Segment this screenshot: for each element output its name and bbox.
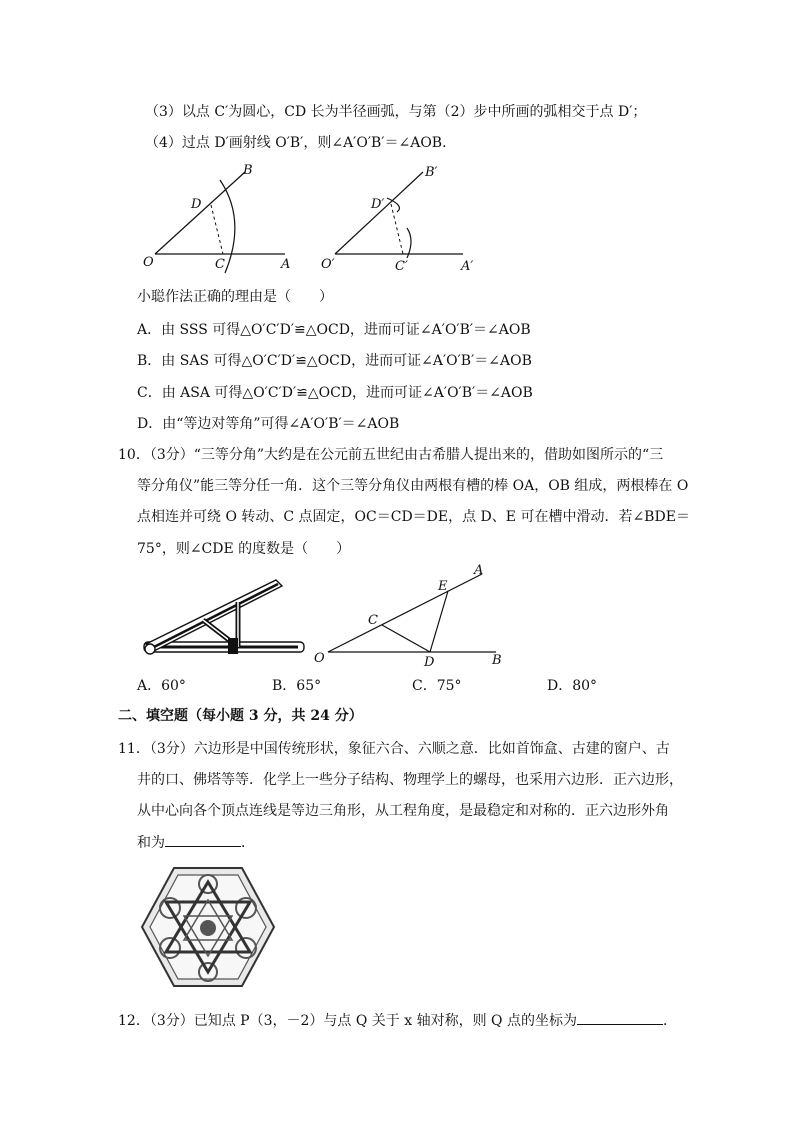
q11-answer-blank[interactable] — [165, 832, 241, 847]
q11-line4-prefix: 和为 — [137, 835, 165, 851]
q11-line2: 井的口、佛塔等等．化学上一些分子结构、物理学上的螺母，也采用六边形．正六边形， — [137, 772, 683, 788]
q11-line4-suffix: ． — [241, 835, 255, 851]
q11-line3: 从中心向各个顶点连线是等边三角形，从工程角度，是最稳定和对称的．正六边形外角 — [137, 803, 669, 819]
section-title-fill-in: 二、填空题（每小题 3 分，共 24 分） — [118, 708, 363, 724]
fig2-label-b-prime: B′ — [425, 165, 438, 180]
q10-trisector-device-image — [138, 572, 308, 664]
q10-line1: 10．（3分）“三等分角”大约是在公元前五世纪由古希腊人提出来的，借助如图所示的“三 — [118, 447, 664, 463]
fig2-label-a-prime: A′ — [461, 259, 474, 274]
fig3-label-a: A — [474, 563, 484, 578]
fig3-label-o: O — [314, 651, 325, 666]
fig2-label-c-prime: C′ — [395, 259, 408, 274]
q10-line4: 75°，则∠CDE 的度数是（ ） — [137, 541, 351, 557]
q10-geometry-figure — [310, 560, 510, 670]
fig2-label-o-prime: O′ — [321, 257, 335, 272]
fig1-label-o: O — [143, 255, 154, 270]
q10-option-b[interactable]: B．65° — [272, 678, 322, 694]
fig2-label-d-prime: D′ — [371, 197, 385, 212]
q9-option-d[interactable]: D．由“等边对等角”可得∠A′O′B′＝∠AOB — [137, 416, 400, 432]
q9-option-c[interactable]: C．由 ASA 可得△O′C′D′≌△OCD，进而可证∠A′O′B′＝∠AOB — [137, 385, 533, 401]
q11-line4 — [137, 832, 255, 853]
q9-figure-copied-angle — [315, 158, 485, 278]
fig1-label-c: C — [215, 257, 225, 272]
q10-line2: 等分角仪”能三等分任一角．这个三等分角仪由两根有槽的棒 OA，OB 组成，两根棒在 O — [137, 478, 689, 494]
q9-step3: （3）以点 C′为圆心，CD 长为半径画弧，与第（2）步中所画的弧相交于点 D′； — [145, 104, 647, 120]
q10-option-c[interactable]: C．75° — [412, 678, 462, 694]
q11-line1: 11．（3分）六边形是中国传统形状，象征六合、六顺之意．比如首饰盒、古建的窗户、古 — [118, 741, 670, 757]
fig1-label-b: B — [243, 163, 253, 178]
fig3-label-b: B — [492, 653, 502, 668]
q9-option-b[interactable]: B．由 SAS 可得△O′C′D′≌△OCD，进而可证∠A′O′B′＝∠AOB — [137, 353, 532, 369]
q12-text: 12．（3分）已知点 P（3，－2）与点 Q 关于 x 轴对称，则 Q 点的坐标为 — [118, 1013, 577, 1029]
q12-answer-blank[interactable] — [577, 1010, 663, 1025]
fig1-label-d: D — [191, 197, 202, 212]
q10-line3: 点相连并可绕 O 转动、C 点固定，OC＝CD＝DE，点 D、E 可在槽中滑动．若∠BDE＝ — [137, 509, 690, 525]
fig3-label-d: D — [424, 655, 435, 670]
q9-option-a[interactable]: A．由 SSS 可得△O′C′D′≌△OCD，进而可证∠A′O′B′＝∠AOB — [137, 322, 531, 338]
fig1-label-a: A — [281, 257, 291, 272]
q9-step4: （4）过点 D′画射线 O′B′，则∠A′O′B′＝∠AOB． — [145, 135, 457, 151]
q9-figure-original-angle — [135, 158, 305, 278]
q11-hexagon-pattern-image — [140, 864, 276, 990]
q10-option-a[interactable]: A．60° — [137, 678, 186, 694]
fig3-label-c: C — [368, 613, 378, 628]
fig3-label-e: E — [438, 579, 448, 594]
q10-option-d[interactable]: D．80° — [547, 678, 598, 694]
q12-suffix: ． — [662, 1013, 677, 1029]
q12-line — [118, 1010, 677, 1031]
q9-question: 小聪作法正确的理由是（ ） — [137, 289, 333, 305]
